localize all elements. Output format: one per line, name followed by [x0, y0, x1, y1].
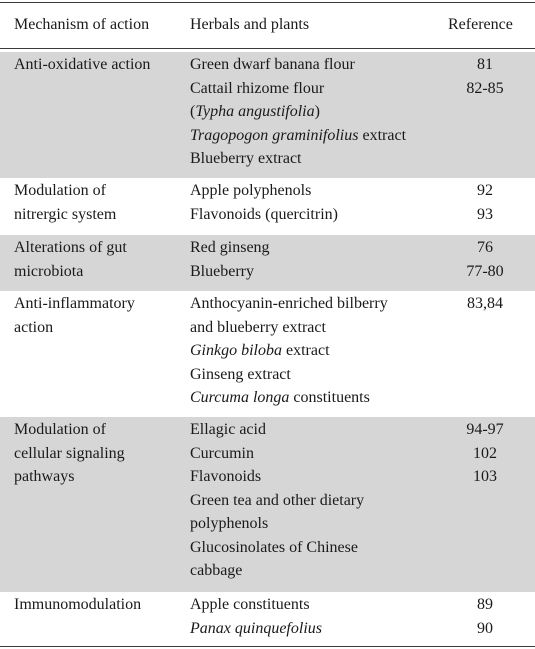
reference-cell [440, 418, 530, 489]
herbal-line [190, 292, 440, 316]
herbal-line [190, 316, 440, 340]
herbal-text: Ellagic acid [190, 421, 266, 438]
herbal-species-name: Tragopogon graminifolius [190, 126, 359, 144]
herbal-text: Cattail rhizome flour [190, 79, 325, 97]
herbal-text: constituents [289, 389, 370, 406]
mechanism-cell [14, 179, 184, 226]
mechanism-line: cellular signaling [14, 444, 125, 462]
reference-value: 92 [477, 182, 493, 199]
reference-value: 76 [477, 239, 493, 256]
herbal-text: extract [282, 342, 330, 359]
table-row [0, 592, 535, 646]
mechanism-line: Anti-inflammatory [14, 295, 135, 312]
herbal-line [190, 386, 440, 410]
herbal-text: cabbage [190, 562, 243, 579]
herbal-text: polyphenols [190, 515, 269, 532]
herbal-line [190, 363, 440, 387]
herbal-line [190, 465, 440, 489]
herbal-line [190, 489, 440, 513]
herbal-line [190, 512, 440, 536]
herbal-line [190, 203, 440, 227]
herbal-text: Apple polyphenols [190, 182, 312, 199]
herbal-text: Red ginseng [190, 239, 270, 256]
herbals-cell [190, 179, 440, 226]
herbal-text: Blueberry extract [190, 150, 302, 167]
reference-value: 83,84 [467, 295, 503, 312]
herbal-line [190, 77, 440, 101]
reference-value: 93 [477, 205, 493, 223]
herbals-cell [190, 292, 440, 410]
herbal-text: Flavonoids [190, 468, 262, 485]
mechanism-line: microbiota [14, 262, 84, 280]
reference-cell [440, 53, 530, 100]
mechanism-line: pathways [14, 468, 75, 485]
herbal-line [190, 593, 440, 617]
herbal-line [190, 53, 440, 77]
mechanism-line: Modulation of [14, 421, 106, 438]
herbal-text: and blueberry extract [190, 318, 326, 336]
mechanism-cell [14, 418, 184, 489]
herbal-text: Flavonoids (quercitrin) [190, 205, 338, 223]
table-row [0, 291, 535, 417]
herbals-cell [190, 418, 440, 583]
herbal-line [190, 442, 440, 466]
herbal-text: Ginseng extract [190, 365, 291, 383]
header-herbals: Herbals and plants [190, 16, 310, 33]
mechanism-line: nitrergic system [14, 205, 117, 223]
table-header [0, 0, 535, 49]
reference-value: 90 [477, 619, 493, 637]
herbals-cell [190, 593, 440, 640]
herbal-species-name: Ginkgo biloba [190, 342, 282, 359]
herbal-text: ( [190, 103, 196, 120]
herbal-species-name: Typha angustifolia [195, 103, 315, 120]
bottom-rule [0, 646, 535, 647]
mechanism-cell [14, 292, 184, 339]
reference-cell [440, 236, 530, 283]
mechanism-line: Modulation of [14, 182, 106, 199]
herbal-text: extract [358, 126, 407, 144]
reference-cell [440, 179, 530, 226]
reference-value: 77-80 [466, 262, 504, 280]
mechanism-line: Immunomodulation [14, 596, 142, 613]
reference-value: 81 [477, 56, 493, 73]
reference-value: 94-97 [466, 421, 504, 438]
herbal-line [190, 236, 440, 260]
mechanism-line: action [14, 318, 54, 336]
reference-value: 102 [473, 444, 497, 462]
mechanism-cell [14, 53, 184, 77]
table-row [0, 178, 535, 235]
reference-value: 82-85 [466, 79, 504, 97]
reference-cell [440, 593, 530, 640]
herbal-text: Green tea and other dietary [190, 491, 365, 509]
header-rule [0, 48, 535, 49]
reference-cell [440, 292, 530, 316]
mechanism-cell [14, 593, 184, 617]
herbal-line [190, 260, 440, 284]
table-row [0, 235, 535, 291]
herbal-species-name: Curcuma longa [190, 389, 290, 406]
herbal-text: Glucosinolates of Chinese [190, 538, 358, 556]
herbal-line [190, 147, 440, 171]
table-row [0, 52, 535, 178]
herbal-line [190, 124, 440, 148]
herbal-line [190, 339, 440, 363]
herbal-line [190, 418, 440, 442]
herbal-text: Green dwarf banana flour [190, 56, 355, 73]
herbal-line [190, 559, 440, 583]
herbal-line [190, 536, 440, 560]
herbal-line [190, 100, 440, 124]
herbal-text: Curcumin [190, 444, 254, 462]
reference-value: 103 [473, 468, 497, 485]
mechanism-line: Anti-oxidative action [14, 56, 151, 73]
herbal-species-name: Panax quinquefolius [190, 619, 322, 637]
mechanism-line: Alterations of gut [14, 239, 127, 256]
mechanism-cell [14, 236, 184, 283]
header-reference: Reference [448, 16, 513, 33]
herbal-text: Anthocyanin-enriched bilberry [190, 295, 388, 312]
herbal-line [190, 617, 440, 641]
herbal-text: Apple constituents [190, 596, 310, 613]
header-mechanism: Mechanism of action [14, 16, 150, 33]
herbal-line [190, 179, 440, 203]
herbals-cell [190, 236, 440, 283]
reference-value: 89 [477, 596, 493, 613]
table-row [0, 417, 535, 592]
herbal-text: Blueberry [190, 262, 254, 280]
herbals-cell [190, 53, 440, 171]
herbal-text: ) [314, 103, 320, 120]
